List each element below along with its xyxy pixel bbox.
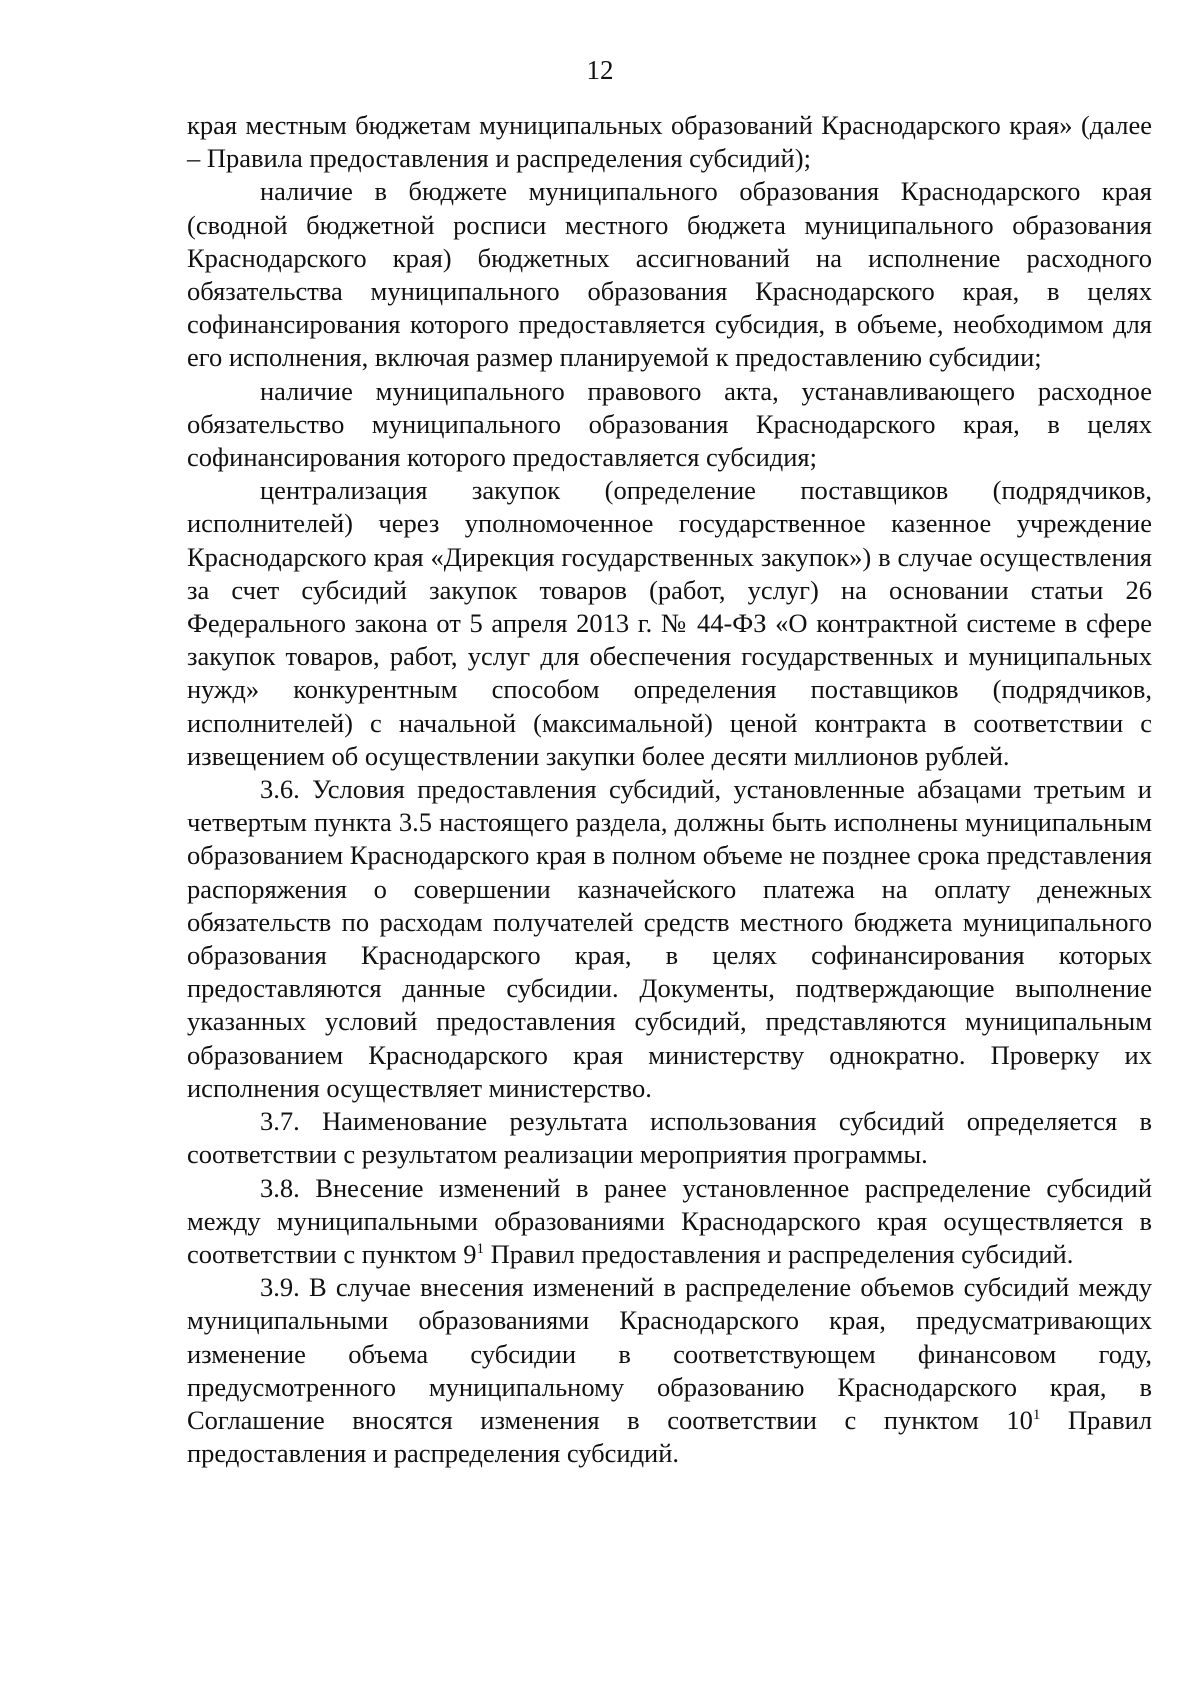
document-body bbox=[187, 109, 1152, 1470]
clause-3-9-text: 3.9. В случае внесения изменений в распределение объемов субсидий между муниципальными образованиями Краснодарского края, предусматривающих изменение объема субсидии в соответствующем финансовом году, предусмотренного муниципальному образованию Краснодарского края, в Соглашение вносятся изменения в соответствии с пунктом 10 bbox=[187, 1272, 1152, 1435]
paragraph-legal-act-condition: наличие муниципального правового акта, устанавливающего расходное обязательство муниципального образования Краснодарского края, в целях софинансирования которого предоставляется субсидия; bbox=[187, 375, 1152, 473]
clause-3-9-text-end: Правил предоставления и распределения субсидий. bbox=[187, 1404, 1152, 1469]
clause-3-9-superscript: 1 bbox=[1032, 1406, 1041, 1423]
paragraph-continuation: края местным бюджетам муниципальных образований Краснодарского края» (далее – Правила предоставления и распределения субсидий); bbox=[187, 110, 1152, 174]
clause-3-8-text: 3.8. Внесение изменений в ранее установленное распределение субсидий между муниципальными образованиями Краснодарского края осуществляется в соответствии с пунктом 9 bbox=[187, 1172, 1152, 1269]
clause-3-8-text-end: Правил предоставления и распределения субсидий. bbox=[484, 1238, 1074, 1269]
paragraph-clause-3-8 bbox=[187, 1172, 1152, 1272]
paragraph-budget-condition: наличие в бюджете муниципального образования Краснодарского края (сводной бюджетной росписи местного бюджета муниципального образования Краснодарского края) бюджетных ассигнований на исполнение расходного обязательства муниципального образования Краснодарского края, в целях софинансирования которого предоставляется субсидия, в объеме, необходимом для его исполнения, включая размер планируемой к предоставлению субсидии; bbox=[187, 176, 1152, 373]
paragraph-clause-3-7: 3.7. Наименование результата использования субсидий определяется в соответствии с результатом реализации мероприятия программы. bbox=[187, 1106, 1152, 1170]
clause-3-8-superscript: 1 bbox=[476, 1240, 485, 1257]
page-number: 12 bbox=[586, 55, 614, 85]
paragraph-procurement-centralization: централизация закупок (определение поставщиков (подрядчиков, исполнителей) через уполномоченное государственное казенное учреждение Краснодарского края «Дирекция государственных закупок») в случае осуществления за счет субсидий закупок товаров (работ, услуг) на основании статьи 26 Федерального закона от 5 апреля 2013 г. № 44-ФЗ «О контрактной системе в сфере закупок товаров, работ, услуг для обеспечения государственных и муниципальных нужд» конкурентным способом определения поставщиков (подрядчиков, исполнителей) с начальной (максимальной) ценой контракта в соответствии с извещением об осуществлении закупки более десяти миллионов рублей. bbox=[187, 475, 1152, 771]
paragraph-clause-3-9 bbox=[187, 1271, 1152, 1470]
paragraph-clause-3-6: 3.6. Условия предоставления субсидий, установленные абзацами третьим и четвертым пункта 3.5 настоящего раздела, должны быть исполнены муниципальным образованием Краснодарского края в полном объеме не позднее срока представления распоряжения о совершении казначейского платежа на оплату денежных обязательств по расходам получателей средств местного бюджета муниципального образования Краснодарского края, в целях софинансирования которых предоставляются данные субсидии. Документы, подтверждающие выполнение указанных условий предоставления субсидий, представляются муниципальным образованием Краснодарского края министерству однократно. Проверку их исполнения осуществляет министерство. bbox=[187, 774, 1152, 1103]
